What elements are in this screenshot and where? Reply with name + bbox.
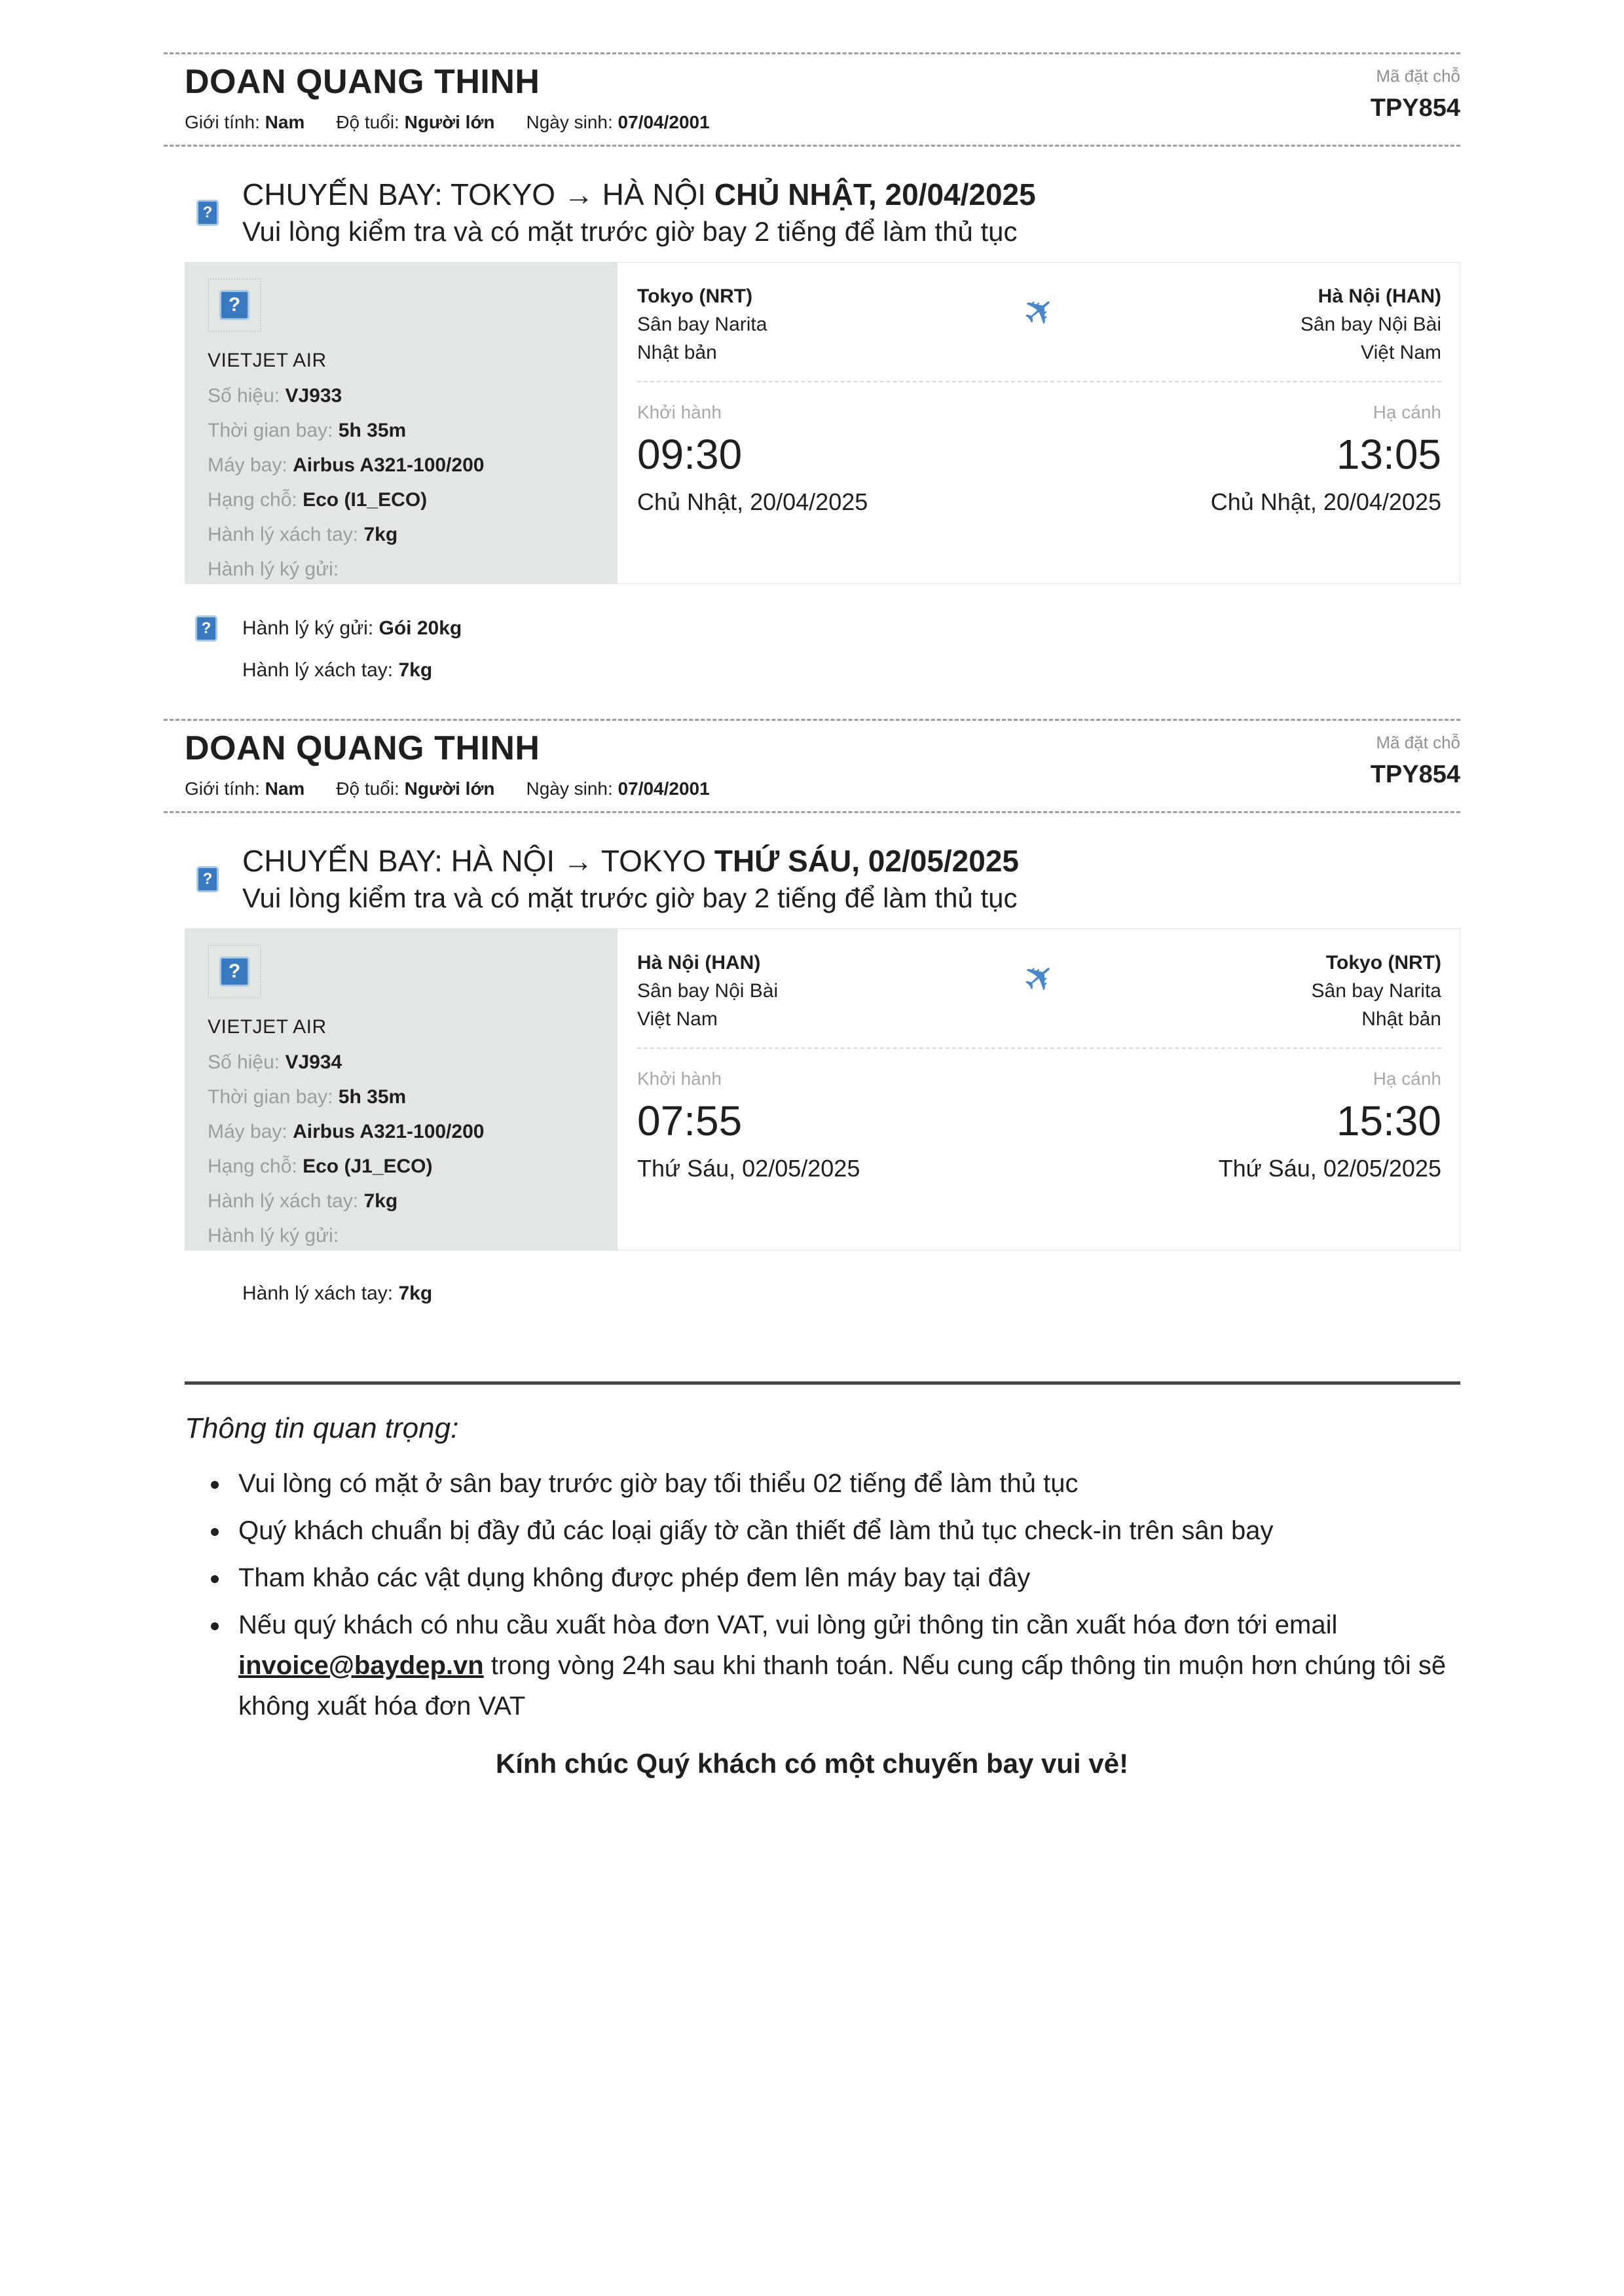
passenger-name: DOAN QUANG THINH (185, 729, 540, 767)
aircraft-value: Airbus A321-100/200 (293, 1121, 485, 1142)
arrival-city: Hà Nội (HAN) (1318, 285, 1441, 307)
flight-header-2 (164, 842, 1460, 917)
checked-baggage-row (208, 558, 595, 581)
section-divider (185, 1381, 1460, 1385)
arrival-airport (1088, 949, 1441, 1033)
duration-row (208, 420, 595, 442)
booking-code-value: TPY854 (1370, 94, 1460, 122)
divider (164, 145, 1460, 147)
seat-class-row (208, 1156, 595, 1178)
checked-baggage-label: Hành lý ký gửi: (208, 558, 339, 580)
departure-airport-name: Sân bay Narita (637, 314, 767, 335)
booking-code-value: TPY854 (1370, 761, 1460, 788)
hand-baggage-value: 7kg (398, 1283, 433, 1304)
dob-value: 07/04/2001 (618, 778, 710, 799)
flight-header-text (242, 175, 1036, 250)
departure-city: Tokyo (NRT) (637, 285, 753, 307)
important-info-list (211, 1463, 1460, 1726)
hand-baggage-label: Hành lý xách tay: (208, 524, 359, 545)
checked-baggage-line (195, 615, 1460, 642)
passenger-age (336, 778, 494, 799)
duration-row (208, 1086, 595, 1108)
arrival-time-block (1039, 402, 1441, 516)
hand-baggage-label: Hành lý xách tay: (242, 659, 394, 681)
departure-time: 09:30 (637, 431, 743, 478)
route-panel (618, 929, 1460, 1250)
departure-time-block (637, 402, 1039, 516)
dob-label: Ngày sinh: (526, 778, 613, 799)
airplane-icon: ✈ (1013, 284, 1065, 338)
aircraft-label: Máy bay: (208, 454, 287, 476)
departure-airport (637, 949, 990, 1033)
aircraft-row (208, 1121, 595, 1143)
card-divider (637, 1048, 1441, 1049)
checked-baggage-label: Hành lý ký gửi: (208, 1225, 339, 1247)
info-bullet-checkin-time: • Vui lòng có mặt ở sân bay trước giờ bay tối thiểu 02 tiếng để làm thủ tục (231, 1463, 1460, 1504)
departure-date: Chủ Nhật, 20/04/2025 (637, 488, 868, 515)
flight-route-title (242, 842, 1019, 880)
broken-image-icon: ? (219, 290, 249, 320)
important-info-title: Thông tin quan trọng: (185, 1412, 459, 1444)
route-text: CHUYẾN BAY: TOKYO → HÀ NỘI (242, 177, 707, 211)
departure-airport (637, 282, 990, 367)
aircraft-row (208, 454, 595, 477)
hand-baggage-line (195, 659, 1460, 682)
arrival-date: Thứ Sáu, 02/05/2025 (1218, 1155, 1441, 1182)
seat-class-label: Hạng chỗ: (208, 1156, 297, 1177)
booking-code-label: Mã đặt chỗ (1376, 66, 1460, 86)
info-bullet-vat-invoice: • Nếu quý khách có nhu cầu xuất hòa đơn VAT, vui lòng gửi thông tin cần xuất hóa đơn tới email invoice@baydep.vn trong vòng 24h sau khi thanh toán. Nếu cung cấp thông tin muộn hơn chúng tôi sẽ không xuất hóa đơn VAT (231, 1605, 1460, 1726)
flight-number-row (208, 385, 595, 407)
divider (164, 719, 1460, 721)
airports-row (637, 949, 1441, 1033)
route-panel (618, 263, 1460, 583)
arrival-label: Hạ cánh (1373, 402, 1441, 422)
flight-card-2 (185, 928, 1460, 1250)
flight-number-label: Số hiệu: (208, 1051, 280, 1073)
checkin-note: Vui lòng kiểm tra và có mặt trước giờ bay 2 tiếng để làm thủ tục (242, 216, 1018, 247)
airplane-icon: ✈ (1013, 951, 1065, 1004)
hand-baggage-label: Hành lý xách tay: (242, 1283, 394, 1304)
hand-baggage-text (242, 1282, 432, 1305)
passenger-dob (526, 112, 709, 133)
booking-code-block (1371, 733, 1460, 789)
arrival-country: Việt Nam (1361, 342, 1441, 363)
duration-label: Thời gian bay: (208, 1086, 333, 1108)
booking-code-label: Mã đặt chỗ (1376, 733, 1460, 752)
duration-label: Thời gian bay: (208, 420, 333, 441)
passenger-gender (185, 112, 304, 133)
baggage-summary-2 (164, 1282, 1460, 1305)
arrival-airport-name: Sân bay Narita (1311, 980, 1441, 1002)
flight-route-title (242, 175, 1036, 213)
age-label: Độ tuổi: (336, 112, 399, 132)
airline-panel (185, 263, 618, 583)
duration-value: 5h 35m (338, 420, 407, 441)
route-date: THỨ SÁU, 02/05/2025 (714, 844, 1020, 878)
baggage-summary-1 (164, 615, 1460, 682)
gender-value: Nam (265, 112, 305, 132)
hand-baggage-line (195, 1282, 1460, 1305)
aircraft-value: Airbus A321-100/200 (293, 454, 485, 476)
divider (164, 52, 1460, 54)
flight-number-label: Số hiệu: (208, 385, 280, 407)
invoice-email-link[interactable]: invoice@baydep.vn (238, 1651, 484, 1680)
airline-name: VIETJET AIR (208, 350, 327, 371)
arrival-time: 15:30 (1336, 1097, 1441, 1144)
hand-baggage-row (208, 524, 595, 546)
arrival-label: Hạ cánh (1373, 1068, 1441, 1089)
passenger-meta (185, 778, 710, 799)
seat-class-label: Hạng chỗ: (208, 489, 297, 511)
arrival-airport-name: Sân bay Nội Bài (1300, 314, 1441, 335)
airports-row (637, 282, 1441, 367)
flight-number-value: VJ933 (285, 385, 342, 407)
flight-card-1 (185, 262, 1460, 584)
duration-value: 5h 35m (338, 1086, 407, 1108)
hand-baggage-value: 7kg (398, 659, 433, 681)
departure-date: Thứ Sáu, 02/05/2025 (637, 1155, 860, 1182)
broken-image-icon: ? (219, 957, 249, 987)
gender-value: Nam (265, 778, 305, 799)
departure-airport-name: Sân bay Nội Bài (637, 980, 779, 1002)
arrival-time-block (1039, 1068, 1441, 1182)
seat-class-value: Eco (J1_ECO) (303, 1156, 433, 1177)
hand-baggage-value: 7kg (363, 1190, 398, 1212)
info-bullet-documents: • Quý khách chuẩn bị đầy đủ các loại giấy tờ cần thiết để làm thủ tục check-in trên sân bay (231, 1510, 1460, 1551)
passenger-meta (185, 112, 710, 133)
checked-baggage-label: Hành lý ký gửi: (242, 617, 374, 639)
airline-name: VIETJET AIR (208, 1016, 327, 1038)
departure-country: Nhật bản (637, 342, 717, 363)
arrival-date: Chủ Nhật, 20/04/2025 (1210, 488, 1441, 515)
airline-logo-placeholder (208, 278, 261, 332)
arrival-country: Nhật bản (1361, 1008, 1441, 1030)
passenger-name: DOAN QUANG THINH (185, 63, 540, 101)
times-row (637, 402, 1441, 516)
departure-label: Khởi hành (637, 1068, 722, 1089)
passenger-age (336, 112, 494, 133)
age-label: Độ tuổi: (336, 778, 399, 799)
aircraft-label: Máy bay: (208, 1121, 287, 1142)
passenger-summary-1 (185, 62, 1460, 133)
flight-number-value: VJ934 (285, 1051, 342, 1073)
arrival-city: Tokyo (NRT) (1325, 952, 1441, 974)
divider (164, 811, 1460, 813)
age-value: Người lớn (404, 112, 495, 132)
checked-baggage-row (208, 1225, 595, 1247)
hand-baggage-value: 7kg (363, 524, 398, 545)
passenger-summary-2 (185, 729, 1460, 799)
passenger-identity (185, 62, 710, 133)
gender-label: Giới tính: (185, 778, 260, 799)
airline-logo-placeholder (208, 945, 261, 998)
checked-baggage-value: Gói 20kg (378, 617, 462, 639)
dob-value: 07/04/2001 (618, 112, 710, 132)
route-text: CHUYẾN BAY: HÀ NỘI → TOKYO (242, 844, 707, 878)
passenger-gender (185, 778, 304, 799)
departure-time: 07:55 (637, 1097, 743, 1144)
broken-image-icon: ? (196, 866, 219, 892)
passenger-dob (526, 778, 709, 799)
seat-class-value: Eco (I1_ECO) (303, 489, 428, 511)
broken-image-icon: ? (196, 200, 219, 226)
airline-panel (185, 929, 618, 1250)
dob-label: Ngày sinh: (526, 112, 613, 132)
checked-baggage-text (242, 617, 462, 640)
departure-time-block (637, 1068, 1039, 1182)
flight-header-1 (164, 175, 1460, 250)
card-divider (637, 381, 1441, 382)
times-row (637, 1068, 1441, 1182)
route-date: CHỦ NHẬT, 20/04/2025 (714, 177, 1036, 211)
booking-code-block (1371, 66, 1460, 122)
departure-city: Hà Nội (HAN) (637, 952, 761, 974)
closing-message: Kính chúc Quý khách có một chuyến bay vui vẻ! (495, 1748, 1129, 1779)
passenger-identity (185, 729, 710, 799)
age-value: Người lớn (404, 778, 495, 799)
arrival-time: 13:05 (1336, 431, 1441, 478)
seat-class-row (208, 489, 595, 511)
departure-label: Khởi hành (637, 402, 722, 422)
hand-baggage-row (208, 1190, 595, 1212)
gender-label: Giới tính: (185, 112, 260, 132)
arrival-airport (1088, 282, 1441, 367)
flight-number-row (208, 1051, 595, 1074)
flight-header-text (242, 842, 1019, 917)
checkin-note: Vui lòng kiểm tra và có mặt trước giờ bay 2 tiếng để làm thủ tục (242, 883, 1018, 913)
hand-baggage-label: Hành lý xách tay: (208, 1190, 359, 1212)
hand-baggage-text (242, 659, 432, 682)
departure-country: Việt Nam (637, 1008, 718, 1030)
broken-image-icon: ? (195, 615, 217, 642)
info-bullet-prohibited-items: • Tham khảo các vật dụng không được phép đem lên máy bay tại đây (231, 1558, 1460, 1598)
